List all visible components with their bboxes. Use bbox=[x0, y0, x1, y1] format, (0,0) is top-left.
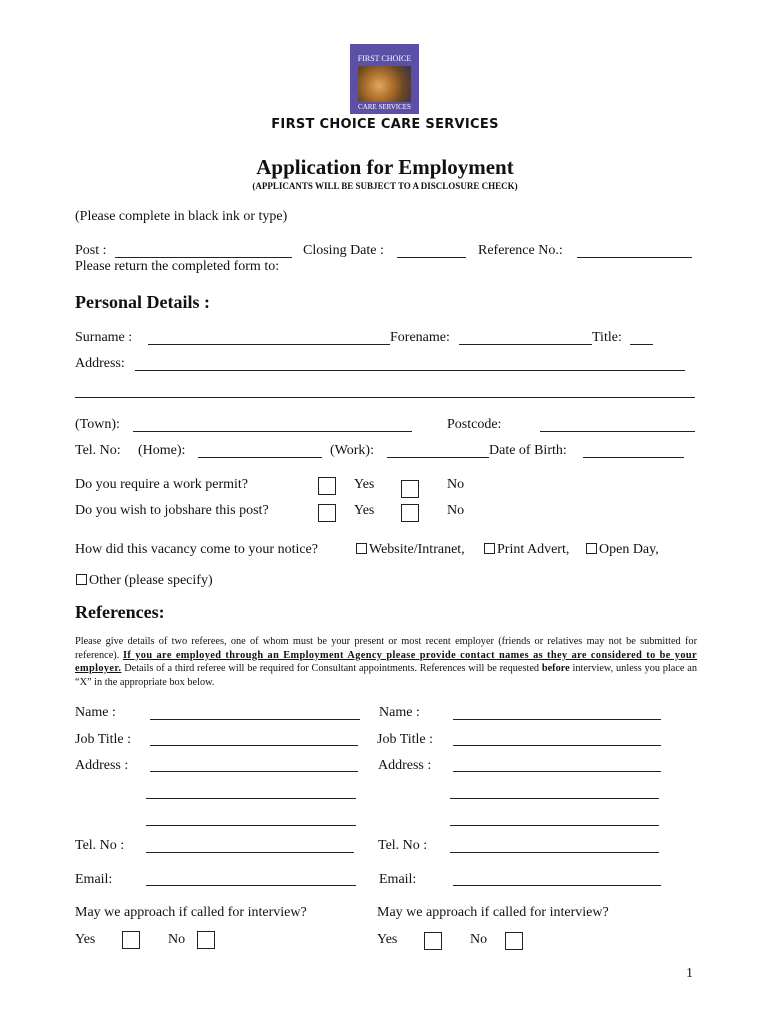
ref2-approach-question: May we approach if called for interview? bbox=[377, 905, 609, 920]
dob-field[interactable] bbox=[583, 457, 684, 458]
website-checkbox[interactable] bbox=[356, 543, 367, 554]
page-number: 1 bbox=[686, 966, 693, 981]
closing-date-label: Closing Date : bbox=[303, 243, 384, 258]
vacancy-option-print[interactable]: Print Advert, bbox=[484, 542, 569, 558]
ref2-job-label: Job Title : bbox=[377, 732, 434, 747]
jobshare-no-checkbox[interactable] bbox=[401, 504, 419, 522]
vacancy-option-website[interactable]: Website/Intranet, bbox=[356, 542, 465, 558]
reference-field[interactable] bbox=[577, 257, 692, 258]
logo-photo bbox=[358, 66, 411, 102]
forename-label: Forename: bbox=[390, 330, 450, 345]
ref2-job-field[interactable] bbox=[453, 745, 661, 746]
postcode-label: Postcode: bbox=[447, 417, 502, 432]
page-title: Application for Employment bbox=[256, 155, 514, 179]
dob-label: Date of Birth: bbox=[489, 443, 567, 458]
vacancy-option-other[interactable]: Other (please specify) bbox=[76, 573, 213, 589]
ref1-tel-label: Tel. No : bbox=[75, 838, 125, 853]
ref1-address-field-2[interactable] bbox=[146, 798, 356, 799]
print-advert-checkbox[interactable] bbox=[484, 543, 495, 554]
post-label: Post : bbox=[75, 243, 107, 258]
ref2-tel-field[interactable] bbox=[450, 852, 659, 853]
closing-date-field[interactable] bbox=[397, 257, 466, 258]
address-label: Address: bbox=[75, 356, 125, 371]
ref1-email-field[interactable] bbox=[146, 885, 356, 886]
ref1-name-field[interactable] bbox=[150, 719, 360, 720]
permit-no-label: No bbox=[447, 477, 465, 492]
address-field-1[interactable] bbox=[135, 370, 685, 371]
ref1-approach-question: May we approach if called for interview? bbox=[75, 905, 307, 920]
post-field[interactable] bbox=[115, 257, 292, 258]
ref2-no-label: No bbox=[470, 932, 488, 947]
title-field[interactable] bbox=[630, 344, 653, 345]
ref1-name-label: Name : bbox=[75, 705, 116, 720]
ref1-job-field[interactable] bbox=[150, 745, 358, 746]
ref1-address-field-1[interactable] bbox=[150, 771, 358, 772]
forename-field[interactable] bbox=[459, 344, 592, 345]
ref1-yes-checkbox[interactable] bbox=[122, 931, 140, 949]
jobshare-question: Do you wish to jobshare this post? bbox=[75, 503, 269, 518]
company-name: FIRST CHOICE CARE SERVICES bbox=[271, 117, 499, 132]
permit-question: Do you require a work permit? bbox=[75, 477, 248, 492]
ref2-yes-label: Yes bbox=[377, 932, 398, 947]
surname-label: Surname : bbox=[75, 330, 133, 345]
vacancy-question: How did this vacancy come to your notice? bbox=[75, 542, 318, 557]
vacancy-option-openday[interactable]: Open Day, bbox=[586, 542, 659, 558]
work-phone-field[interactable] bbox=[387, 457, 489, 458]
jobshare-yes-checkbox[interactable] bbox=[318, 504, 336, 522]
surname-field[interactable] bbox=[148, 344, 390, 345]
references-heading: References: bbox=[75, 602, 165, 622]
ref2-address-field-2[interactable] bbox=[450, 798, 659, 799]
ref2-email-label: Email: bbox=[379, 872, 417, 887]
ref2-yes-checkbox[interactable] bbox=[424, 932, 442, 950]
title-label: Title: bbox=[592, 330, 622, 345]
town-field[interactable] bbox=[133, 431, 412, 432]
ref2-no-checkbox[interactable] bbox=[505, 932, 523, 950]
page-subtitle: (APPLICANTS WILL BE SUBJECT TO A DISCLOSURE CHECK) bbox=[252, 181, 518, 191]
postcode-field[interactable] bbox=[540, 431, 695, 432]
logo-bottom-text: CARE SERVICES bbox=[358, 103, 411, 111]
ref2-name-label: Name : bbox=[379, 705, 420, 720]
company-logo bbox=[350, 44, 419, 114]
open-day-checkbox[interactable] bbox=[586, 543, 597, 554]
references-instructions: Please give details of two referees, one of whom must be your present or most recent employer (friends or relatives may not be submitted for reference). If you are employed through an Employment Agency please provide contact names as they are considered to be your employer. Details of a third referee will be required for Consultant appointments. References will be requested before interview, unless you place an “X” in the appropriate box below. bbox=[75, 636, 698, 688]
ref2-name-field[interactable] bbox=[453, 719, 661, 720]
other-checkbox[interactable] bbox=[76, 574, 87, 585]
ref1-yes-label: Yes bbox=[75, 932, 96, 947]
jobshare-yes-label: Yes bbox=[354, 503, 375, 518]
permit-yes-checkbox[interactable] bbox=[318, 477, 336, 495]
work-label: (Work): bbox=[330, 443, 374, 458]
personal-details-heading: Personal Details : bbox=[75, 292, 210, 312]
town-label: (Town): bbox=[75, 417, 120, 432]
ref2-tel-label: Tel. No : bbox=[378, 838, 428, 853]
home-label: (Home): bbox=[138, 443, 186, 458]
ref2-address-field-3[interactable] bbox=[450, 825, 659, 826]
ref1-job-label: Job Title : bbox=[75, 732, 132, 747]
logo-top-text: FIRST CHOICE bbox=[357, 54, 412, 63]
ref2-address-field-1[interactable] bbox=[453, 771, 661, 772]
reference-label: Reference No.: bbox=[478, 243, 563, 258]
ref1-no-checkbox[interactable] bbox=[197, 931, 215, 949]
return-text: Please return the completed form to: bbox=[75, 259, 280, 274]
permit-no-checkbox[interactable] bbox=[401, 480, 419, 498]
ref1-address-label: Address : bbox=[75, 758, 129, 773]
permit-yes-label: Yes bbox=[354, 477, 375, 492]
ref1-address-field-3[interactable] bbox=[146, 825, 356, 826]
home-phone-field[interactable] bbox=[198, 457, 322, 458]
jobshare-no-label: No bbox=[447, 503, 465, 518]
ref2-address-label: Address : bbox=[378, 758, 432, 773]
ref1-tel-field[interactable] bbox=[146, 852, 354, 853]
ref1-email-label: Email: bbox=[75, 872, 113, 887]
tel-label: Tel. No: bbox=[75, 443, 121, 458]
ref2-email-field[interactable] bbox=[453, 885, 661, 886]
ref1-no-label: No bbox=[168, 932, 186, 947]
instruction-text: (Please complete in black ink or type) bbox=[75, 209, 288, 224]
address-field-2[interactable] bbox=[75, 397, 695, 398]
